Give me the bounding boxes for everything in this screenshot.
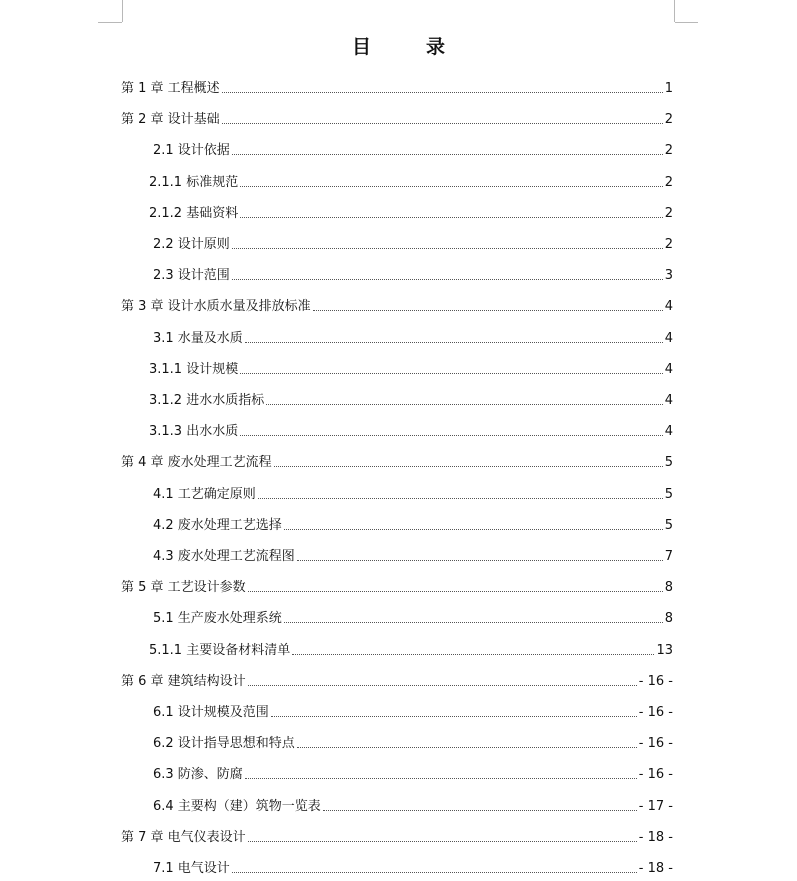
toc-entry-page: 4	[664, 424, 673, 440]
toc-dot-leader	[245, 341, 663, 343]
toc-entry-page: 5	[664, 517, 673, 533]
toc-dot-leader	[297, 746, 637, 748]
toc-entry-page: 3	[664, 268, 673, 284]
toc-entry[interactable]	[0, 347, 797, 378]
toc-entry-page: 4	[664, 330, 673, 346]
toc-entry[interactable]	[0, 503, 797, 534]
toc-entry-label: 7.1 电气设计	[153, 861, 230, 876]
toc-entry-label: 第 4 章 废水处理工艺流程	[121, 455, 272, 471]
toc-entry-label: 6.1 设计规模及范围	[153, 705, 269, 720]
toc-entry-page: 2	[664, 237, 673, 252]
toc-entry-label: 3.1.1 设计规模	[149, 361, 239, 377]
toc-dot-leader	[248, 840, 637, 842]
toc-entry[interactable]	[0, 784, 797, 815]
toc-entry[interactable]	[0, 596, 797, 627]
toc-entry[interactable]	[0, 534, 797, 565]
crop-mark-top-left-horizontal	[98, 22, 122, 23]
toc-dot-leader	[232, 871, 637, 873]
toc-entry[interactable]	[0, 284, 797, 315]
toc-entry-page: 13	[656, 642, 673, 658]
toc-dot-leader	[240, 185, 663, 187]
toc-entry[interactable]	[0, 316, 797, 347]
toc-entry[interactable]	[0, 191, 797, 222]
toc-entry-label: 2.1.1 标准规范	[149, 174, 239, 190]
toc-entry[interactable]	[0, 66, 797, 97]
toc-dot-leader	[248, 684, 637, 686]
toc-entry[interactable]	[0, 659, 797, 690]
toc-dot-leader	[245, 777, 637, 779]
toc-dot-leader	[240, 216, 663, 218]
toc-entry-page: - 16 -	[638, 767, 673, 783]
toc-entry[interactable]	[0, 752, 797, 783]
toc-dot-leader	[266, 403, 663, 405]
toc-entry-label: 2.1.2 基础资料	[149, 205, 239, 221]
toc-entry[interactable]	[0, 97, 797, 128]
toc-entry-label: 5.1.1 主要设备材料清单	[149, 642, 291, 658]
toc-entry-label: 3.1 水量及水质	[153, 330, 243, 346]
toc-entry-label: 第 5 章 工艺设计参数	[121, 580, 246, 596]
toc-entry-page: - 18 -	[638, 861, 673, 876]
toc-entry-page: 4	[664, 299, 673, 315]
toc-dot-leader	[313, 309, 663, 311]
toc-entry-page: 2	[664, 112, 673, 128]
toc-entry-page: - 17 -	[638, 798, 673, 814]
toc-entry-page: 4	[664, 361, 673, 377]
toc-dot-leader	[240, 372, 663, 374]
toc-entry-label: 第 1 章 工程概述	[121, 81, 220, 96]
toc-entry-page: - 18 -	[638, 829, 673, 845]
toc-entry[interactable]	[0, 565, 797, 596]
crop-mark-top-right	[674, 0, 675, 22]
toc-entry-page: 5	[664, 486, 673, 502]
toc-entry[interactable]	[0, 472, 797, 503]
toc-entry-page: - 16 -	[638, 736, 673, 752]
toc-entry-label: 2.3 设计范围	[153, 268, 230, 284]
toc-entry[interactable]	[0, 160, 797, 191]
toc-entry[interactable]	[0, 253, 797, 284]
toc-dot-leader	[323, 809, 637, 811]
toc-entry[interactable]	[0, 815, 797, 846]
toc-entry-label: 2.1 设计依据	[153, 143, 230, 159]
toc-entry-label: 6.2 设计指导思想和特点	[153, 736, 295, 752]
toc-entry-page: 2	[664, 143, 673, 159]
crop-mark-top-right-horizontal	[675, 22, 698, 23]
toc-entry-label: 第 3 章 设计水质水量及排放标准	[121, 299, 311, 315]
toc-entry[interactable]	[0, 690, 797, 721]
toc-dot-leader	[232, 247, 663, 249]
toc-entry-label: 2.2 设计原则	[153, 237, 230, 252]
toc-entry[interactable]	[0, 440, 797, 471]
toc-entry-label: 第 6 章 建筑结构设计	[121, 673, 246, 689]
crop-mark-top-left	[122, 0, 123, 22]
toc-dot-leader	[284, 528, 663, 530]
toc-entry-page: 2	[664, 174, 673, 190]
toc-entry[interactable]	[0, 846, 797, 877]
toc-entry[interactable]	[0, 222, 797, 253]
toc-entry-label: 3.1.2 进水水质指标	[149, 393, 265, 408]
toc-entry-label: 第 7 章 电气仪表设计	[121, 829, 246, 845]
toc-entry-page: 8	[664, 580, 673, 596]
toc-entry-label: 6.4 主要构（建）筑物一览表	[153, 798, 321, 814]
toc-dot-leader	[258, 497, 663, 499]
toc-entry[interactable]	[0, 721, 797, 752]
toc-entry-page: - 16 -	[638, 705, 673, 720]
toc-entry-label: 6.3 防渗、防腐	[153, 767, 243, 783]
toc-entry[interactable]	[0, 128, 797, 159]
toc-entry-label: 3.1.3 出水水质	[149, 424, 239, 440]
toc-entry-label: 4.1 工艺确定原则	[153, 486, 256, 502]
toc-entry-label: 4.2 废水处理工艺选择	[153, 517, 282, 533]
toc-dot-leader	[284, 621, 663, 623]
toc-dot-leader	[232, 278, 663, 280]
toc-entry-label: 5.1 生产废水处理系统	[153, 611, 282, 627]
toc-entry-page: 8	[664, 611, 673, 627]
toc-dot-leader	[271, 715, 637, 717]
toc-entry-page: 1	[664, 81, 673, 96]
toc-dot-leader	[222, 91, 663, 93]
toc-entry-label: 第 2 章 设计基础	[121, 112, 220, 128]
toc-entry-page: 7	[664, 549, 673, 564]
toc-dot-leader	[240, 434, 663, 436]
toc-entry-page: - 16 -	[638, 673, 673, 689]
toc-entry[interactable]	[0, 628, 797, 659]
toc-entry-page: 2	[664, 205, 673, 221]
toc-dot-leader	[222, 122, 663, 124]
toc-title: 目 录	[351, 36, 463, 58]
toc-dot-leader	[248, 590, 663, 592]
toc-dot-leader	[297, 559, 663, 561]
toc-entry[interactable]	[0, 378, 797, 409]
toc-entry[interactable]	[0, 409, 797, 440]
toc-dot-leader	[274, 465, 663, 467]
toc-entry-label: 4.3 废水处理工艺流程图	[153, 549, 295, 564]
toc-dot-leader	[292, 653, 654, 655]
toc-entry-page: 4	[664, 393, 673, 408]
toc-entry-page: 5	[664, 455, 673, 471]
toc-dot-leader	[232, 153, 663, 155]
